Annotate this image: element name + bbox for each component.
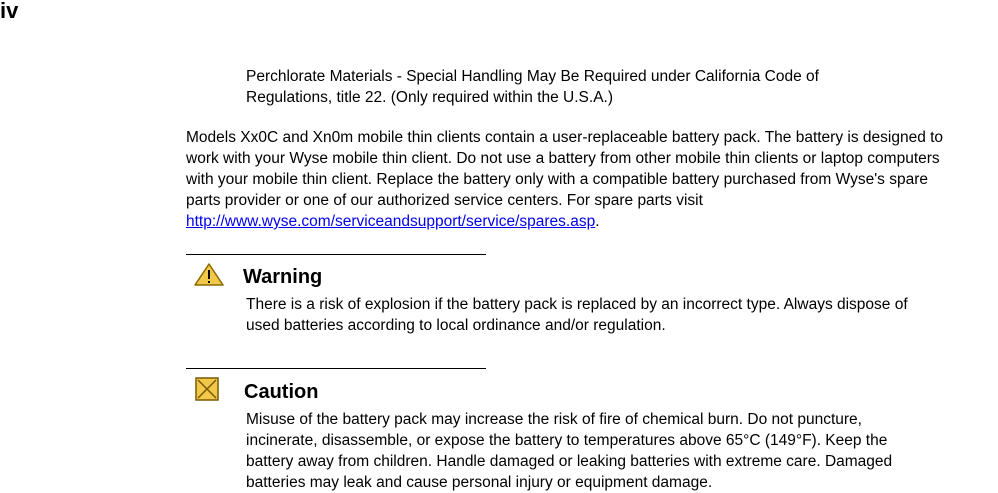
caution-box-icon (195, 377, 219, 401)
warning-divider (186, 254, 486, 255)
caution-text (246, 409, 966, 493)
paragraph-line: parts provider or one of our authorized service centers. For spare parts visit (186, 192, 703, 209)
perchlorate-note (246, 66, 946, 108)
caution-line: battery away from children. Handle damaged or leaking batteries with extreme care. Damaged (246, 453, 893, 470)
spare-parts-link[interactable]: http://www.wyse.com/serviceandsupport/service/spares.asp (186, 213, 596, 230)
paragraph-line: work with your Wyse mobile thin client. Do not use a battery from other mobile thin clients or laptop computers (186, 150, 940, 167)
caution-divider (186, 368, 486, 369)
warning-text (246, 294, 966, 336)
caution-line: batteries may leak and cause personal injury or equipment damage. (246, 474, 713, 491)
note-line: Regulations, title 22. (Only required within the U.S.A.) (246, 89, 614, 106)
warning-line: There is a risk of explosion if the battery pack is replaced by an incorrect type. Always dispose of (246, 296, 908, 313)
caution-line: Misuse of the battery pack may increase the risk of fire of chemical burn. Do not puncture, (246, 411, 862, 428)
link-suffix: . (595, 213, 600, 230)
paragraph-line: with your mobile thin client. Replace the battery only with a compatible battery purchased from Wyse's spare (186, 171, 929, 188)
warning-title: Warning (243, 266, 323, 288)
page-number: iv (0, 0, 19, 23)
caution-line: incinerate, disassemble, or expose the battery to temperatures above 65°C (149°F). Keep the (246, 432, 888, 449)
note-line: Perchlorate Materials - Special Handling May Be Required under California Code of (246, 68, 819, 85)
warning-triangle-icon (194, 263, 224, 286)
paragraph-line: Models Xx0C and Xn0m mobile thin clients contain a user-replaceable battery pack. The battery is designed to (186, 129, 944, 146)
battery-paragraph (186, 127, 998, 232)
paragraph-link-line (186, 211, 998, 232)
warning-line: used batteries according to local ordinance and/or regulation. (246, 317, 666, 334)
caution-title: Caution (244, 381, 319, 403)
